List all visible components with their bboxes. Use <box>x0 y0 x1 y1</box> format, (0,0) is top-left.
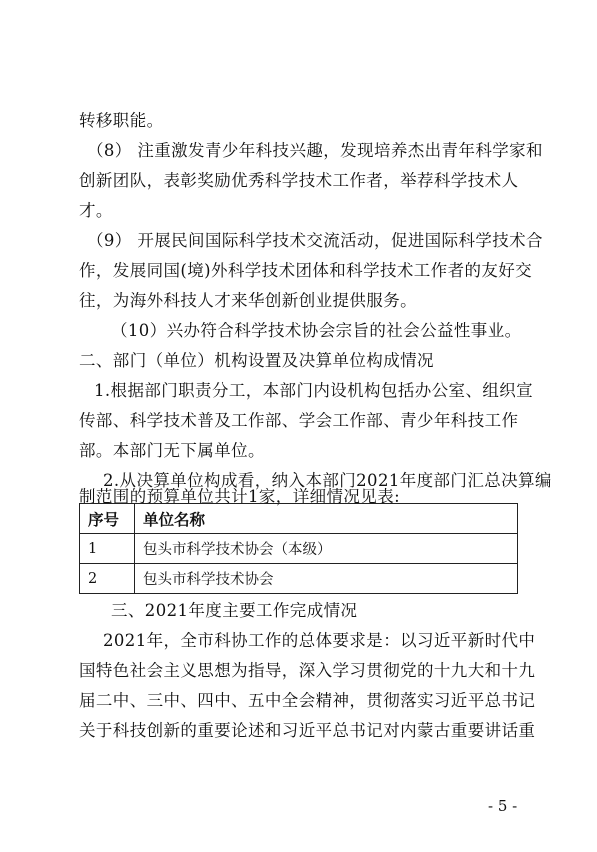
table-cell: 包头市科学技术协会（本级） <box>135 534 518 564</box>
paragraph-line: 1.根据部门职责分工，本部门内设机构包括办公室、组织宣 <box>94 381 534 400</box>
paragraph-line: （9） 开展民间国际科学技术交流活动，促进国际科学技术合 <box>87 231 543 250</box>
paragraph-line: 传部、科学技术普及工作部、学会工作部、青少年科技工作 <box>79 411 519 430</box>
paragraph-line: 2021年，全市科协工作的总体要求是：以习近平新时代中 <box>103 631 536 650</box>
paragraph-line: 国特色社会主义思想为指导，深入学习贯彻党的十九大和十九 <box>79 661 536 680</box>
paragraph-line: 才。 <box>79 201 113 220</box>
column-header: 序号 <box>80 504 135 534</box>
section-heading: 三、2021年度主要工作完成情况 <box>111 601 358 620</box>
table-cell: 包头市科学技术协会 <box>135 564 518 594</box>
paragraph-line: （10）兴办符合科学技术协会宗旨的社会公益性事业。 <box>111 321 522 340</box>
paragraph-line: 作，发展同国(境)外科学技术团体和科学技术工作者的友好交 <box>79 261 533 280</box>
table-cell: 2 <box>80 564 135 594</box>
paragraph-line: （8） 注重激发青少年科技兴趣，发现培养杰出青年科学家和 <box>87 141 543 160</box>
table-header-row <box>80 504 518 534</box>
paragraph-line: 部。本部门无下属单位。 <box>79 441 265 460</box>
column-header: 单位名称 <box>135 504 518 534</box>
paragraph-line: 届二中、三中、四中、五中全会精神，贯彻落实习近平总书记 <box>79 691 536 710</box>
paragraph-line: 转移职能。 <box>79 111 164 130</box>
table-row <box>80 534 518 564</box>
paragraph-line: 2.从决算单位构成看，纳入本部门2021年度部门汇总决算编 <box>103 471 552 490</box>
paragraph-line: 制范围的预算单位共计1家，详细情况见表: <box>79 487 401 506</box>
page-number: - 5 - <box>488 797 518 815</box>
units-table <box>79 503 518 594</box>
paragraph-line: 往，为海外科技人才来华创新创业提供服务。 <box>79 291 417 310</box>
section-heading: 二、部门（单位）机构设置及决算单位构成情况 <box>79 351 434 370</box>
paragraph-line: 关于科技创新的重要论述和习近平总书记对内蒙古重要讲话重 <box>79 721 536 740</box>
table-cell: 1 <box>80 534 135 564</box>
paragraph-line: 创新团队，表彰奖励优秀科学技术工作者，举荐科学技术人 <box>79 171 519 190</box>
table-row <box>80 564 518 594</box>
